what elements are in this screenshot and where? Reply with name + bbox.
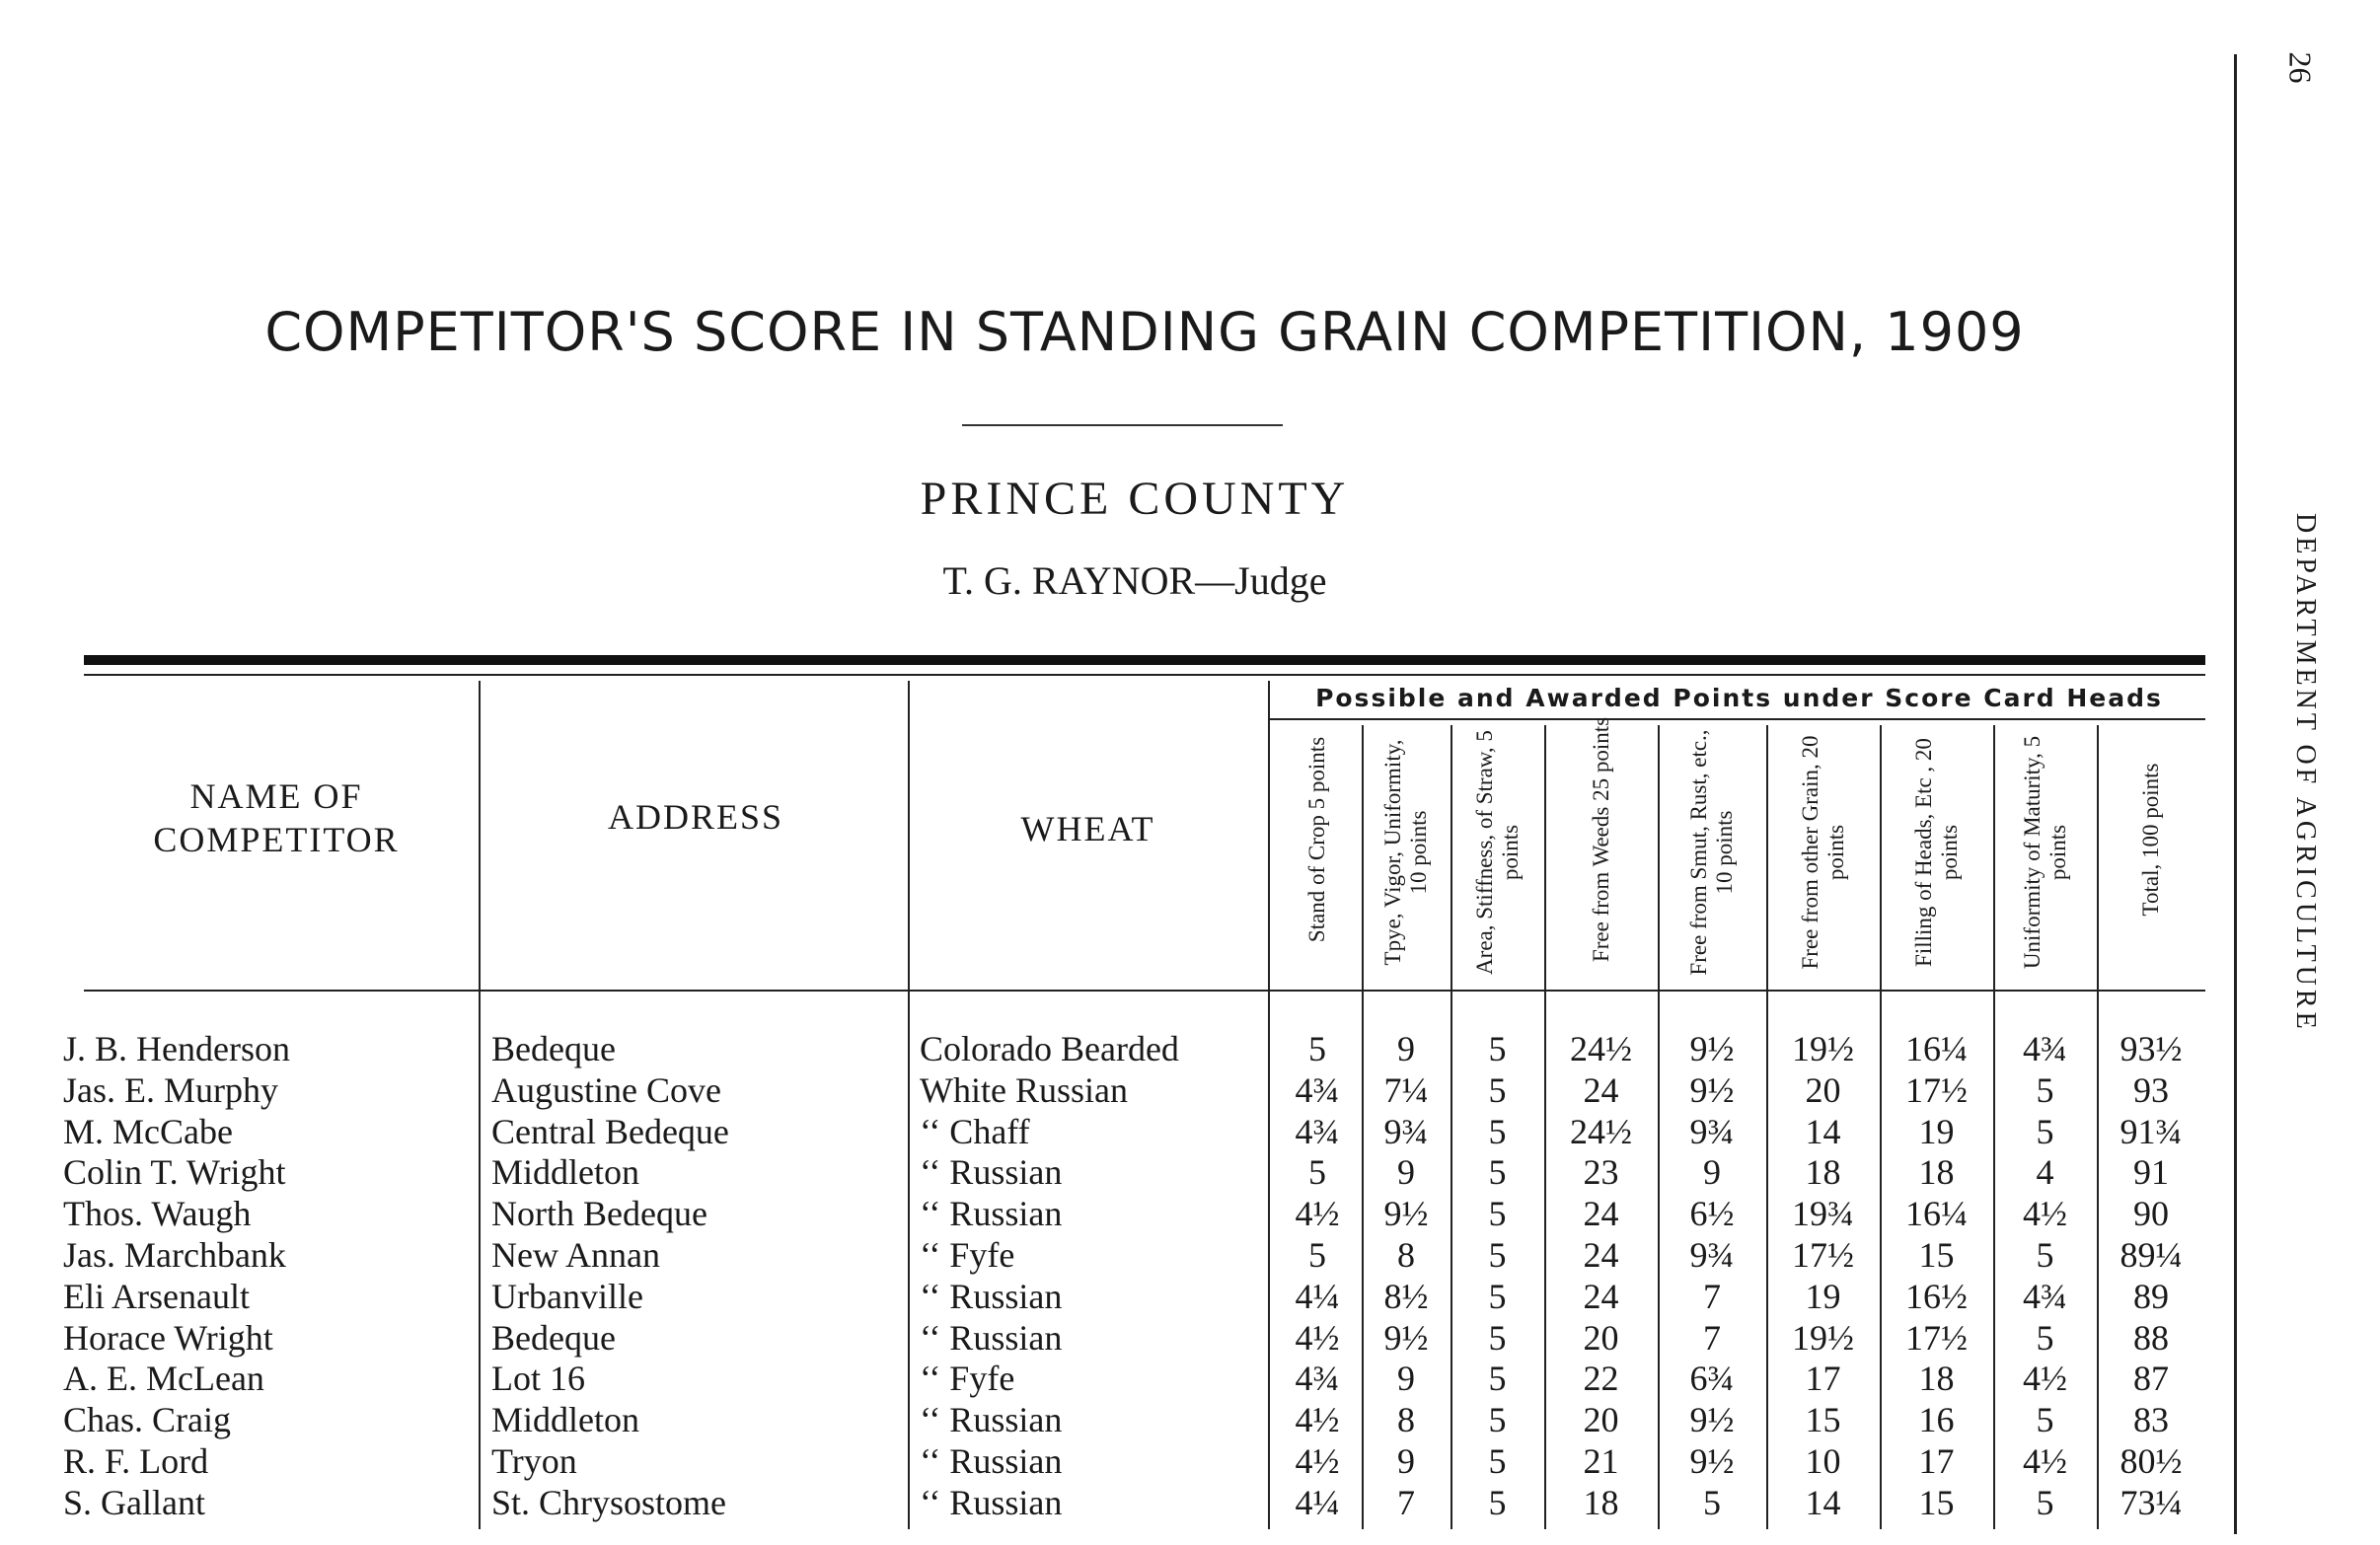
score-cell: 4½ — [2023, 1359, 2067, 1399]
score-cell: 15 — [1918, 1482, 1955, 1522]
score-column-header: Tpye, Vigor, Uniformity, 10 points — [1380, 739, 1431, 966]
score-cell: 8 — [1397, 1400, 1415, 1440]
score-cell: 4½ — [1295, 1194, 1340, 1234]
score-cell: 19 — [1918, 1111, 1955, 1151]
score-cell: 5 — [1488, 1029, 1507, 1068]
wheat-variety: ‘‘ Russian — [920, 1152, 1063, 1193]
score-cell: 5 — [2036, 1317, 2054, 1358]
score-cell: 15 — [1805, 1400, 1841, 1440]
right-margin-rule — [2234, 54, 2237, 1534]
score-cell: 4½ — [1295, 1317, 1340, 1358]
score-cell: 6½ — [1689, 1194, 1735, 1234]
score-cell: 4½ — [2023, 1194, 2067, 1234]
score-cell: 24 — [1583, 1069, 1619, 1110]
score-cell: 7 — [1397, 1482, 1415, 1522]
score-cell: 24½ — [1570, 1111, 1632, 1151]
score-cell: 9 — [1397, 1152, 1415, 1193]
competitor-address: Augustine Cove — [491, 1069, 721, 1110]
score-cell: 18 — [1918, 1152, 1955, 1193]
score-cell: 9 — [1397, 1029, 1415, 1068]
wheat-variety: ‘‘ Chaff — [920, 1111, 1030, 1151]
competitor-address: Middleton — [491, 1152, 639, 1193]
score-cell: 4¼ — [1295, 1482, 1340, 1522]
competitor-name: Horace Wright — [63, 1317, 273, 1358]
score-cell: 20 — [1583, 1317, 1619, 1358]
column-divider — [1268, 681, 1270, 1529]
score-column-header: Uniformity of Maturity, 5 points — [2019, 735, 2070, 970]
page-number: 26 — [2282, 51, 2319, 84]
score-cell: 18 — [1918, 1359, 1955, 1399]
wheat-variety: White Russian — [920, 1069, 1128, 1110]
score-cell: 5 — [1703, 1482, 1721, 1522]
score-cell: 9 — [1703, 1152, 1721, 1193]
score-cell: 15 — [1918, 1235, 1955, 1275]
header-name: NAME OF COMPETITOR — [153, 776, 400, 859]
score-cell: 8 — [1397, 1235, 1415, 1275]
competitor-address: Middleton — [491, 1400, 639, 1440]
competitor-name: Jas. E. Murphy — [63, 1069, 278, 1110]
column-divider — [908, 681, 910, 1529]
competitor-name: S. Gallant — [63, 1482, 205, 1522]
score-cell: 7 — [1703, 1276, 1721, 1316]
competitor-name: Chas. Craig — [63, 1400, 231, 1440]
score-cell: 9¾ — [1689, 1111, 1735, 1151]
score-cell: 14 — [1805, 1482, 1841, 1522]
score-cell: 5 — [1308, 1029, 1326, 1068]
score-cell: 4 — [2036, 1152, 2054, 1193]
title-rule — [962, 424, 1283, 426]
score-cell: 4¾ — [2023, 1276, 2067, 1316]
score-cell: 6¾ — [1689, 1359, 1735, 1399]
score-cell: 4½ — [2023, 1441, 2067, 1481]
score-cell: 93½ — [2120, 1029, 2183, 1068]
score-cell: 5 — [2036, 1235, 2054, 1275]
competitor-name: A. E. McLean — [63, 1359, 264, 1399]
competitor-name: R. F. Lord — [63, 1441, 209, 1481]
header-wheat: WHEAT — [1020, 809, 1155, 848]
competitor-address: Lot 16 — [491, 1359, 585, 1399]
header-score-group: Possible and Awarded Points under Score Card Heads — [1315, 684, 2163, 712]
score-cell: 16¼ — [1905, 1194, 1968, 1234]
score-cell: 91¾ — [2120, 1111, 2183, 1151]
score-cell: 9¾ — [1383, 1111, 1429, 1151]
competitor-address: St. Chrysostome — [491, 1482, 727, 1522]
score-cell: 4¾ — [2023, 1029, 2067, 1068]
score-cell: 19½ — [1792, 1317, 1854, 1358]
score-cell: 4¼ — [1295, 1276, 1340, 1316]
score-cell: 18 — [1583, 1482, 1619, 1522]
competitor-address: Central Bedeque — [491, 1111, 729, 1151]
score-cell: 5 — [1488, 1111, 1507, 1151]
score-cell: 24½ — [1570, 1029, 1632, 1068]
group-header-rule — [1268, 718, 2205, 720]
score-column-header: Free from Weeds 25 points — [1588, 716, 1613, 963]
score-cell: 7 — [1703, 1317, 1721, 1358]
competitor-address: Urbanville — [491, 1276, 643, 1316]
wheat-variety: ‘‘ Russian — [920, 1194, 1063, 1234]
score-cell: 93 — [2133, 1069, 2169, 1110]
competitor-address: Tryon — [491, 1441, 577, 1481]
header-bottom-rule — [84, 990, 2205, 992]
score-column-header: Free from Smut, Rust, etc., 10 points — [1686, 729, 1737, 976]
score-cell: 4¾ — [1295, 1069, 1340, 1110]
score-cell: 9½ — [1383, 1194, 1429, 1234]
score-cell: 20 — [1583, 1400, 1619, 1440]
score-cell: 5 — [2036, 1400, 2054, 1440]
score-cell: 21 — [1583, 1441, 1619, 1481]
score-cell: 87 — [2133, 1359, 2169, 1399]
score-cell: 14 — [1805, 1111, 1841, 1151]
score-cell: 5 — [1308, 1235, 1326, 1275]
wheat-variety: Colorado Bearded — [920, 1029, 1179, 1068]
score-cell: 16 — [1918, 1400, 1955, 1440]
table-top-thin-rule — [84, 674, 2205, 676]
score-cell: 8½ — [1383, 1276, 1429, 1316]
wheat-variety: ‘‘ Russian — [920, 1441, 1063, 1481]
competitor-name: M. McCabe — [63, 1111, 233, 1151]
score-cell: 7¼ — [1383, 1069, 1429, 1110]
score-cell: 83 — [2133, 1400, 2169, 1440]
score-cell: 17 — [1805, 1359, 1841, 1399]
score-cell: 18 — [1805, 1152, 1841, 1193]
score-cell: 17½ — [1792, 1235, 1854, 1275]
score-cell: 5 — [1488, 1235, 1507, 1275]
competitor-address: Bedeque — [491, 1029, 616, 1068]
wheat-variety: ‘‘ Russian — [920, 1400, 1063, 1440]
score-column-header: Stand of Crop 5 points — [1304, 736, 1329, 943]
score-cell: 5 — [1488, 1152, 1507, 1193]
score-cell: 90 — [2133, 1194, 2169, 1234]
score-cell: 9½ — [1689, 1400, 1735, 1440]
running-head: DEPARTMENT OF AGRICULTURE — [2290, 513, 2321, 1033]
judge-line: T. G. RAYNOR—Judge — [942, 558, 1327, 603]
score-cell: 19½ — [1792, 1029, 1854, 1068]
score-cell: 22 — [1583, 1359, 1619, 1399]
score-cell: 4¾ — [1295, 1111, 1340, 1151]
score-cell: 17½ — [1905, 1317, 1968, 1358]
score-cell: 5 — [1488, 1400, 1507, 1440]
county-heading: PRINCE COUNTY — [920, 473, 1350, 525]
competitor-name: J. B. Henderson — [63, 1029, 290, 1068]
score-cell: 9¾ — [1689, 1235, 1735, 1275]
score-cell: 23 — [1583, 1152, 1619, 1193]
score-cell: 9 — [1397, 1441, 1415, 1481]
wheat-variety: ‘‘ Russian — [920, 1317, 1063, 1358]
page-title: COMPETITOR'S SCORE IN STANDING GRAIN COMPETITION, 1909 — [264, 301, 2025, 363]
competitor-address: New Annan — [491, 1235, 660, 1275]
score-cell: 5 — [1488, 1441, 1507, 1481]
score-cell: 5 — [2036, 1069, 2054, 1110]
wheat-variety: ‘‘ Russian — [920, 1482, 1063, 1522]
score-cell: 4¾ — [1295, 1359, 1340, 1399]
column-divider — [479, 681, 481, 1529]
score-cell: 80½ — [2120, 1441, 2183, 1481]
score-cell: 5 — [1308, 1152, 1326, 1193]
score-cell: 5 — [1488, 1194, 1507, 1234]
competitor-name: Colin T. Wright — [63, 1152, 286, 1193]
score-cell: 73¼ — [2120, 1482, 2183, 1522]
score-cell: 24 — [1583, 1235, 1619, 1275]
score-cell: 16½ — [1905, 1276, 1968, 1316]
score-cell: 5 — [2036, 1111, 2054, 1151]
table-top-thick-rule — [84, 655, 2205, 665]
score-cell: 20 — [1805, 1069, 1841, 1110]
score-cell: 9 — [1397, 1359, 1415, 1399]
score-cell: 16¼ — [1905, 1029, 1968, 1068]
score-cell: 5 — [1488, 1482, 1507, 1522]
competitor-name: Thos. Waugh — [63, 1194, 252, 1234]
header-address: ADDRESS — [607, 797, 784, 837]
score-column-header: Filling of Heads, Etc , 20 points — [1910, 738, 1962, 967]
score-cell: 9½ — [1689, 1029, 1735, 1068]
score-cell: 5 — [2036, 1482, 2054, 1522]
score-cell: 5 — [1488, 1359, 1507, 1399]
score-cell: 19¾ — [1792, 1194, 1854, 1234]
wheat-variety: ‘‘ Fyfe — [920, 1235, 1015, 1275]
score-cell: 5 — [1488, 1317, 1507, 1358]
competitor-address: Bedeque — [491, 1317, 616, 1358]
wheat-variety: ‘‘ Russian — [920, 1276, 1063, 1316]
competitor-name: Jas. Marchbank — [63, 1235, 286, 1275]
score-cell: 24 — [1583, 1194, 1619, 1234]
score-cell: 10 — [1805, 1441, 1841, 1481]
score-cell: 5 — [1488, 1276, 1507, 1316]
score-cell: 5 — [1488, 1069, 1507, 1110]
score-column-header: Area, Stiffness, of Straw, 5 points — [1471, 730, 1523, 975]
score-cell: 91 — [2133, 1152, 2169, 1193]
score-cell: 89 — [2133, 1276, 2169, 1316]
score-cell: 4½ — [1295, 1400, 1340, 1440]
score-cell: 9½ — [1383, 1317, 1429, 1358]
competitor-name: Eli Arsenault — [63, 1276, 250, 1316]
score-cell: 88 — [2133, 1317, 2169, 1358]
score-column-header: Free from other Grain, 20 points — [1797, 735, 1848, 970]
score-column-header: Total, 100 points — [2138, 763, 2163, 917]
score-cell: 19 — [1805, 1276, 1841, 1316]
wheat-variety: ‘‘ Fyfe — [920, 1359, 1015, 1399]
score-cell: 9½ — [1689, 1441, 1735, 1481]
score-cell: 17 — [1918, 1441, 1955, 1481]
score-cell: 17½ — [1905, 1069, 1968, 1110]
score-cell: 4½ — [1295, 1441, 1340, 1481]
score-cell: 24 — [1583, 1276, 1619, 1316]
score-cell: 9½ — [1689, 1069, 1735, 1110]
competitor-address: North Bedeque — [491, 1194, 707, 1234]
score-cell: 89¼ — [2120, 1235, 2183, 1275]
